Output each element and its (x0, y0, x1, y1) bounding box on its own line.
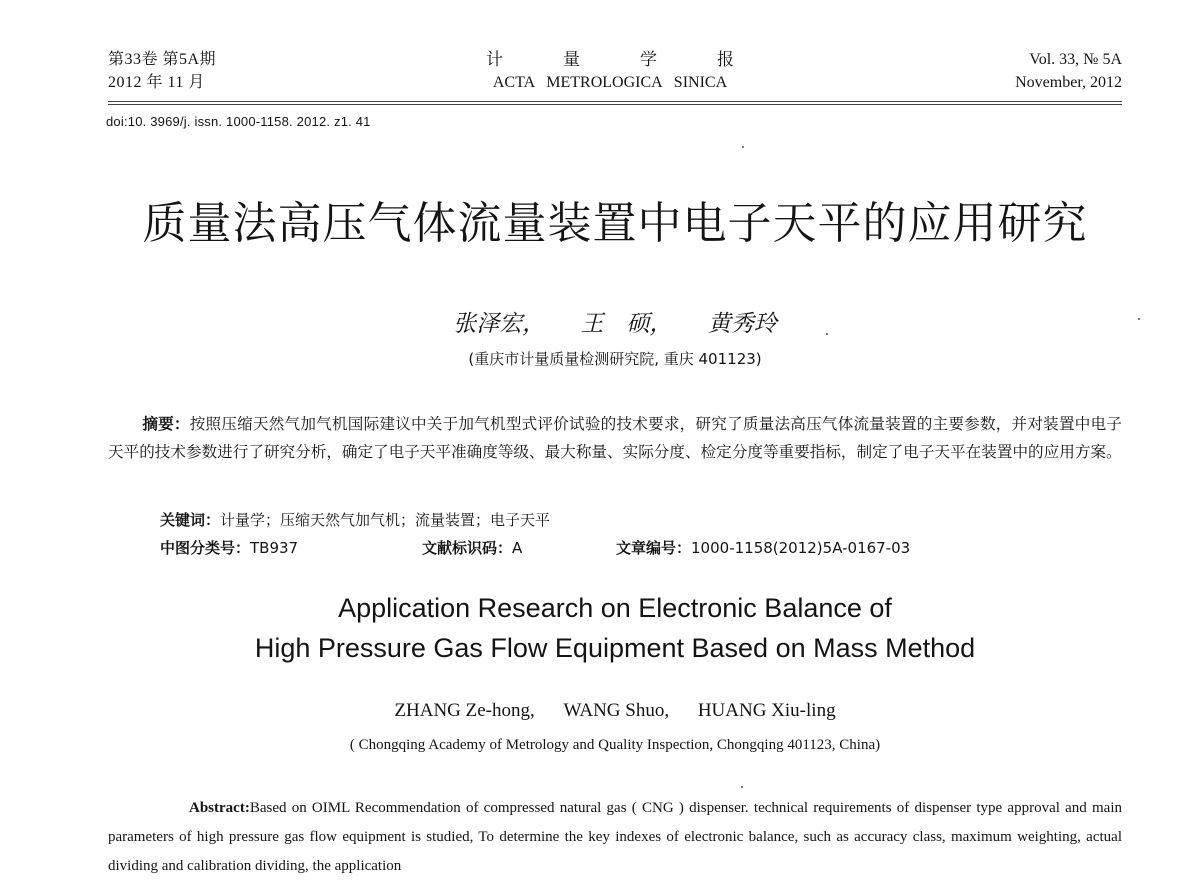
journal-char: 学 (640, 50, 657, 69)
scan-speck (826, 333, 828, 335)
document-code (422, 536, 522, 560)
scan-speck (741, 786, 743, 788)
author-cn: 王 硕， (580, 311, 673, 337)
journal-name-en: ACTA METROLOGICA SINICA (492, 74, 728, 91)
author-en: WANG Shuo, (563, 700, 670, 721)
journal-char: 量 (563, 50, 580, 69)
title-en-line: Application Research on Electronic Balance of (338, 593, 892, 623)
author-cn: 张泽宏， (453, 311, 546, 337)
header-volume-cn: 第33卷 第5A期 (108, 51, 217, 68)
author-cn: 黄秀玲 (707, 311, 777, 337)
affiliation-en: ( Chongqing Academy of Metrology and Quality Inspection, Chongqing 401123, China) (349, 737, 881, 753)
header-vol-number-en: Vol. 33, № 5A (1029, 51, 1122, 68)
journal-name-cn (470, 48, 750, 71)
clc-value: TB937 (250, 539, 299, 557)
abstract-en-text: Based on OIML Recommendation of compressed natural gas ( CNG ) dispenser. technical requirements of dispenser type approval and main parameters of high pressure gas flow equipment is studied, To determine the key indexes of electronic balance, such as accuracy class, maximum weighting, actual dividing and calibration dividing, the application (108, 800, 1122, 874)
keywords-cn-text: 计量学；压缩天然气加气机；流量装置；电子天平 (220, 511, 551, 529)
abstract-en-label: Abstract: (189, 800, 250, 816)
doc-code-label: 文献标识码： (422, 539, 513, 557)
abstract-en (108, 794, 1122, 881)
header-volume-info (108, 48, 216, 94)
clc-number (160, 536, 298, 560)
authors-cn (0, 308, 1200, 340)
author-en: HUANG Xiu-ling (697, 700, 836, 721)
doi: doi:10. 3969/j. issn. 1000-1158. 2012. z1. 41 (106, 114, 371, 129)
header-rule-top (108, 101, 1122, 102)
title-en-line: High Pressure Gas Flow Equipment Based on Mass Method (254, 633, 976, 663)
journal-char: 报 (717, 50, 734, 69)
header-rule-bottom (108, 104, 1122, 105)
abstract-cn (108, 410, 1122, 466)
article-no-label: 文章编号： (616, 539, 692, 557)
keywords-cn (160, 508, 550, 532)
author-en: ZHANG Ze-hong, (394, 700, 535, 721)
title-en (0, 588, 1200, 668)
abstract-cn-text: 按照压缩天然气加气机国际建议中关于加气机型式评价试验的技术要求，研究了质量法高压气体流量装置的主要参数，并对装置中电子天平的技术参数进行了研究分析，确定了电子天平准确度等级、最大称量、实际分度、检定分度等重要指标，制定了电子天平在装置中的应用方案。 (108, 415, 1122, 461)
title-cn: 质量法高压气体流量装置中电子天平的应用研究 (142, 198, 1088, 249)
affiliation-cn: (重庆市计量质量检测研究院, 重庆 401123) (468, 350, 762, 368)
article-number (616, 536, 910, 560)
header-journal-name (470, 48, 750, 94)
authors-en (0, 698, 1200, 724)
clc-label: 中图分类号： (160, 539, 251, 557)
abstract-cn-label: 摘要： (142, 415, 190, 433)
scan-speck (1138, 318, 1140, 320)
scan-speck (742, 146, 744, 148)
journal-char: 计 (486, 50, 503, 69)
article-no-value: 1000-1158(2012)5A-0167-03 (691, 539, 911, 557)
header-volume-en (1015, 48, 1122, 94)
keywords-cn-label: 关键词： (160, 511, 221, 529)
header-date-cn: 2012 年 11 月 (108, 74, 205, 91)
header-date-en: November, 2012 (1015, 74, 1122, 91)
doc-code-value: A (512, 539, 523, 557)
